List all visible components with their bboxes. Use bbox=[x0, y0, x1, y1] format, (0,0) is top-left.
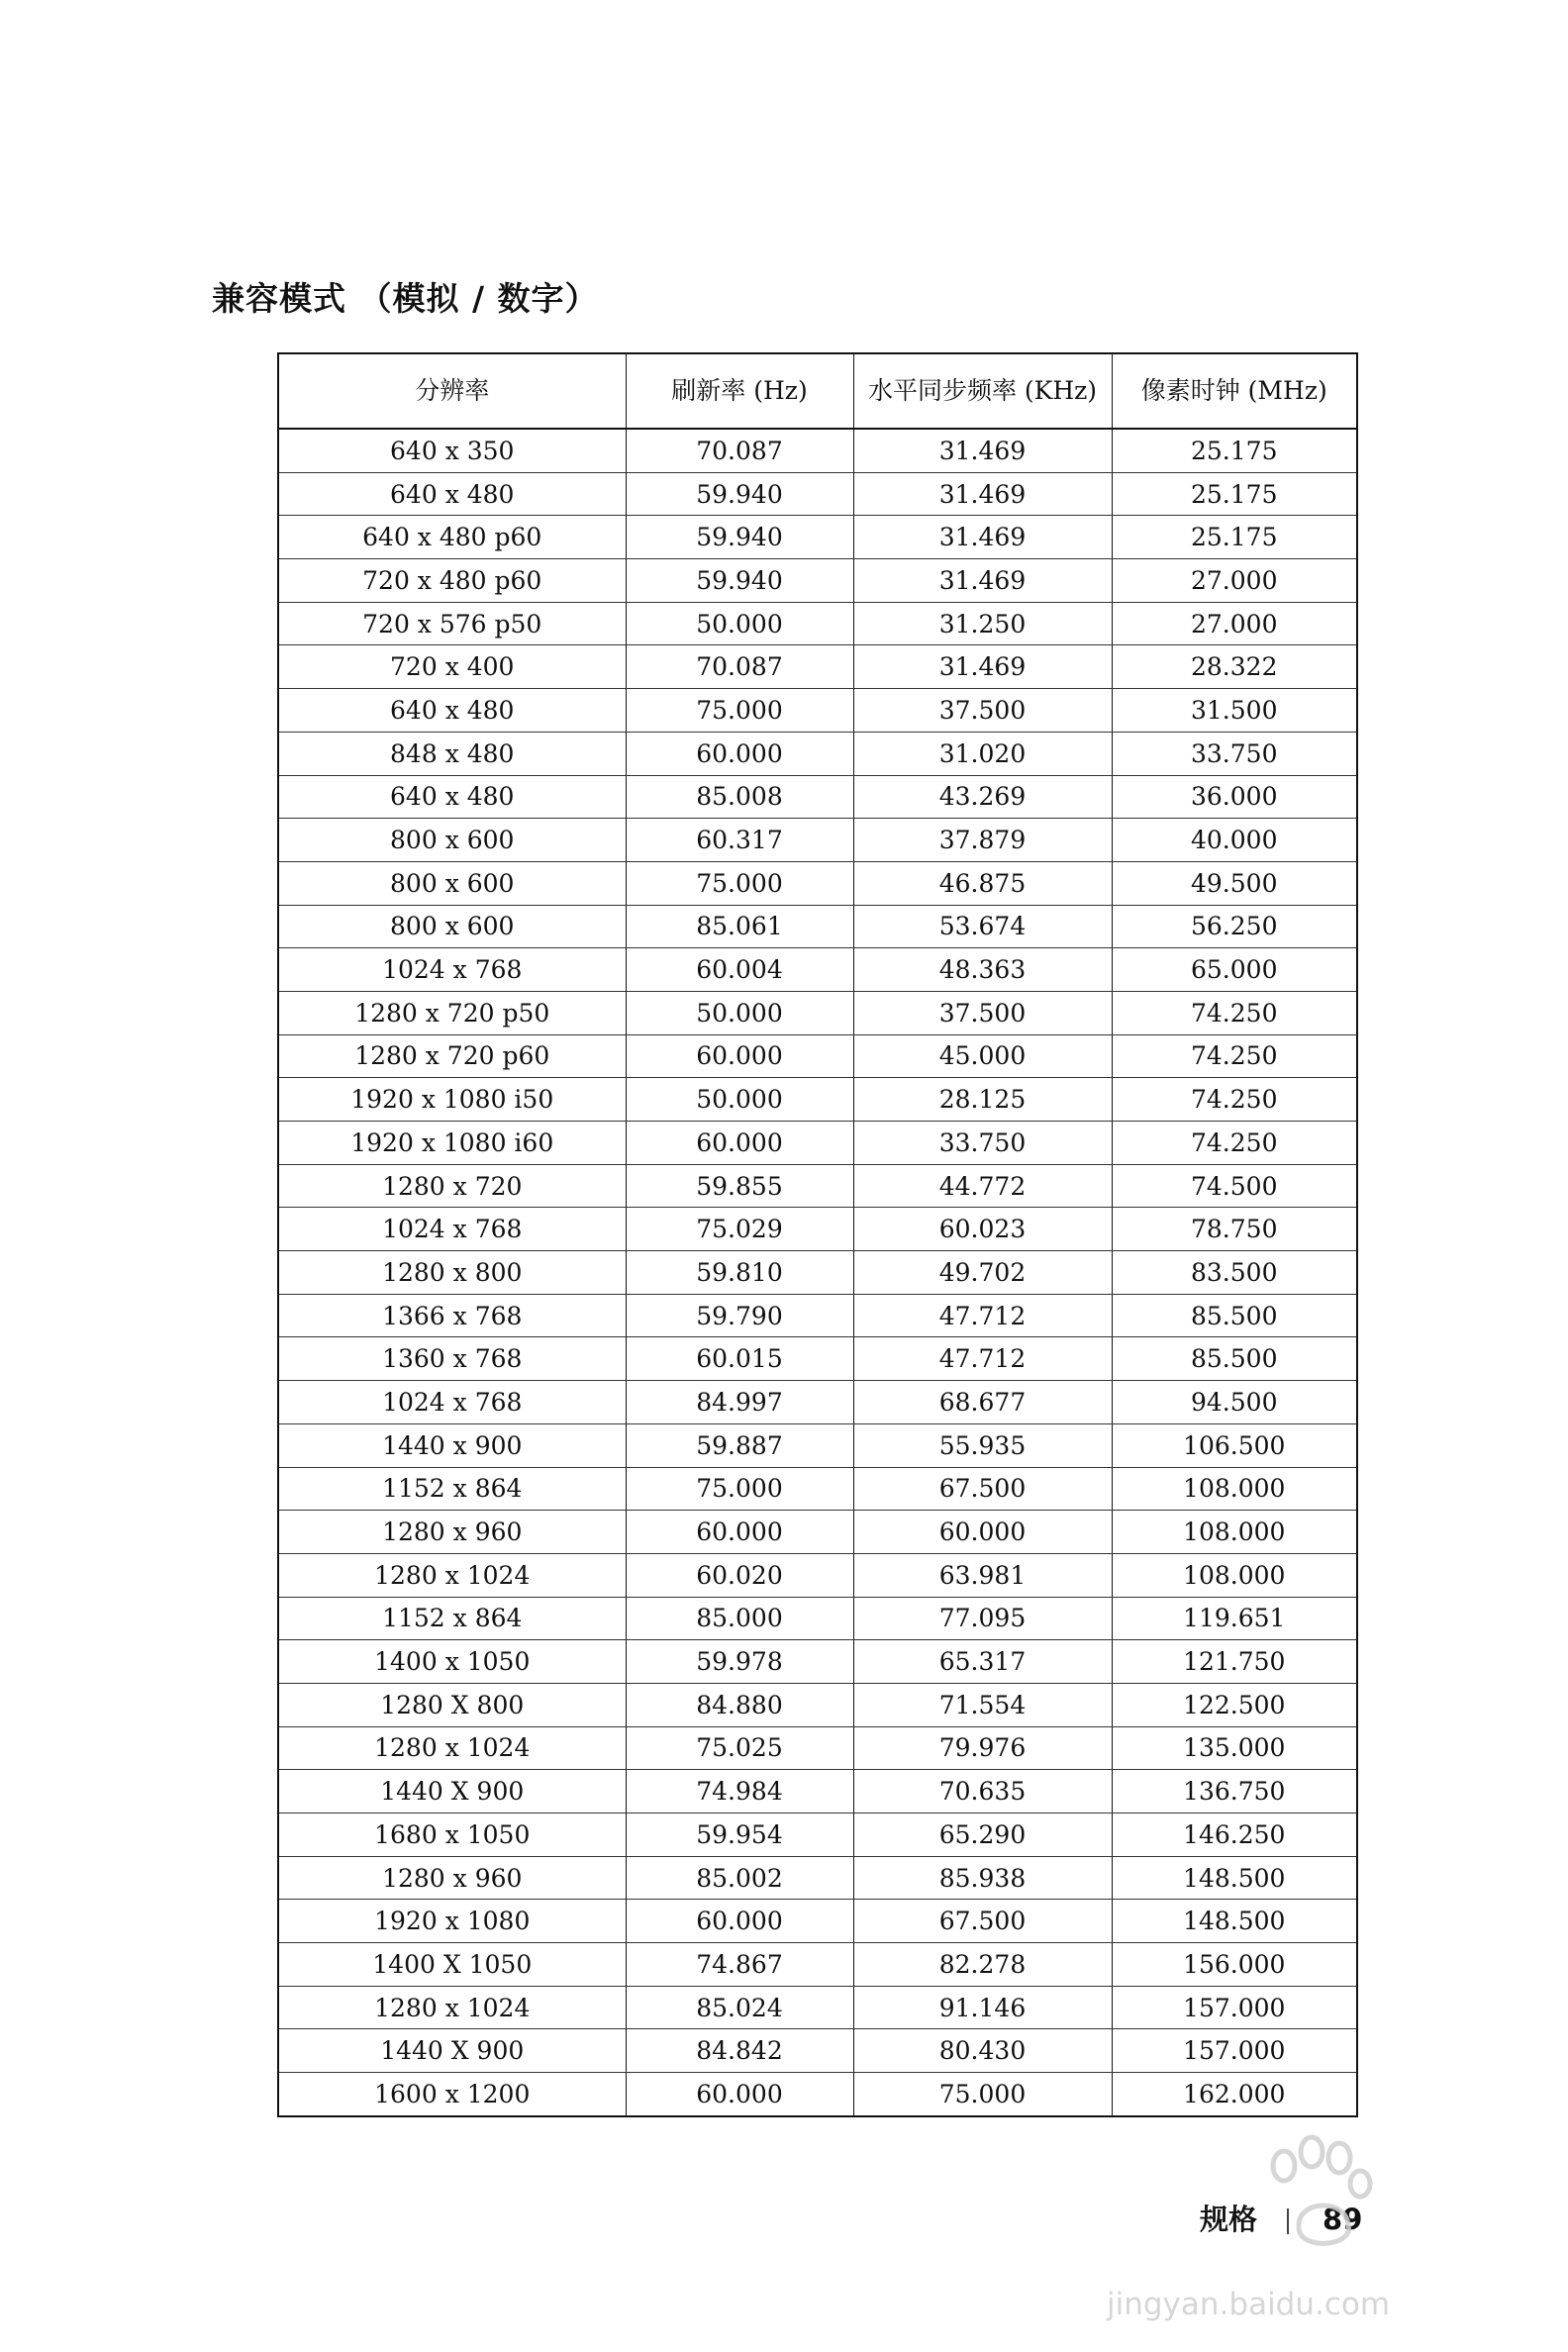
table-row bbox=[278, 1251, 1357, 1295]
cell-horizontal-sync: 33.750 bbox=[853, 1122, 1112, 1165]
table-row bbox=[278, 1208, 1357, 1251]
cell-pixel-clock: 108.000 bbox=[1112, 1553, 1357, 1597]
cell-pixel-clock: 74.250 bbox=[1112, 1034, 1357, 1078]
cell-refresh-rate: 85.024 bbox=[626, 1986, 853, 2029]
cell-horizontal-sync: 31.469 bbox=[853, 472, 1112, 516]
table-row bbox=[278, 602, 1357, 645]
table-row bbox=[278, 1683, 1357, 1726]
cell-pixel-clock: 108.000 bbox=[1112, 1467, 1357, 1511]
cell-pixel-clock: 122.500 bbox=[1112, 1683, 1357, 1726]
cell-refresh-rate: 85.008 bbox=[626, 775, 853, 819]
cell-refresh-rate: 75.000 bbox=[626, 861, 853, 905]
cell-pixel-clock: 121.750 bbox=[1112, 1640, 1357, 1684]
cell-resolution: 1360 x 768 bbox=[278, 1337, 626, 1381]
cell-pixel-clock: 25.175 bbox=[1112, 472, 1357, 516]
cell-pixel-clock: 56.250 bbox=[1112, 905, 1357, 948]
cell-pixel-clock: 162.000 bbox=[1183, 2079, 1286, 2108]
header-horizontal-sync: 水平同步频率 (KHz) bbox=[853, 353, 1112, 429]
cell-horizontal-sync: 82.278 bbox=[853, 1943, 1112, 1987]
table-row bbox=[278, 1640, 1357, 1684]
table-row bbox=[278, 645, 1357, 689]
cell-resolution: 1440 X 900 bbox=[278, 1770, 626, 1813]
cell-refresh-rate: 70.087 bbox=[626, 645, 853, 689]
cell-horizontal-sync: 31.250 bbox=[853, 602, 1112, 645]
cell-pixel-clock: 25.175 bbox=[1112, 516, 1357, 559]
table-row bbox=[278, 1511, 1357, 1554]
table-row bbox=[278, 1467, 1357, 1511]
cell-refresh-rate: 60.000 bbox=[626, 2073, 853, 2116]
cell-resolution: 1280 x 1024 bbox=[278, 1553, 626, 1597]
table-row bbox=[278, 1294, 1357, 1337]
cell-resolution: 848 x 480 bbox=[278, 732, 626, 775]
table-row bbox=[278, 689, 1357, 733]
cell-horizontal-sync: 80.430 bbox=[853, 2029, 1112, 2073]
cell-refresh-rate: 50.000 bbox=[626, 1078, 853, 1122]
cell-refresh-rate: 60.000 bbox=[626, 1900, 853, 1943]
cell-horizontal-sync: 53.674 bbox=[853, 905, 1112, 948]
cell-horizontal-sync: 75.000 bbox=[853, 2073, 1112, 2116]
cell-resolution: 1366 x 768 bbox=[278, 1294, 626, 1337]
cell-pixel-clock: 74.500 bbox=[1112, 1164, 1357, 1208]
cell-horizontal-sync: 37.500 bbox=[853, 991, 1112, 1034]
cell-resolution: 1152 x 864 bbox=[278, 1597, 626, 1640]
cell-horizontal-sync: 79.976 bbox=[853, 1726, 1112, 1770]
header-pixel-clock: 像素时钟 (MHz) bbox=[1112, 353, 1357, 429]
cell-horizontal-sync: 31.469 bbox=[853, 516, 1112, 559]
cell-pixel-clock: 27.000 bbox=[1112, 602, 1357, 645]
cell-pixel-clock: 108.000 bbox=[1112, 1511, 1357, 1554]
cell-refresh-rate: 70.087 bbox=[626, 429, 853, 472]
cell-horizontal-sync: 67.500 bbox=[853, 1467, 1112, 1511]
cell-resolution: 720 x 576 p50 bbox=[278, 602, 626, 645]
page-footer bbox=[1200, 2198, 1362, 2238]
table-row bbox=[278, 1423, 1357, 1467]
cell-pixel-clock: 33.750 bbox=[1112, 732, 1357, 775]
table-row bbox=[278, 1597, 1357, 1640]
cell-refresh-rate: 60.004 bbox=[626, 948, 853, 992]
table-row bbox=[278, 1986, 1357, 2029]
cell-refresh-rate: 60.317 bbox=[626, 819, 853, 862]
cell-pixel-clock: 146.250 bbox=[1112, 1813, 1357, 1857]
cell-resolution: 1280 x 960 bbox=[278, 1511, 626, 1554]
cell-horizontal-sync: 47.712 bbox=[853, 1337, 1112, 1381]
cell-refresh-rate: 60.020 bbox=[626, 1553, 853, 1597]
table-row bbox=[278, 1856, 1357, 1900]
cell-resolution: 1280 x 1024 bbox=[278, 1726, 626, 1770]
cell-horizontal-sync: 68.677 bbox=[853, 1381, 1112, 1424]
cell-refresh-rate: 60.000 bbox=[626, 732, 853, 775]
cell-horizontal-sync: 48.363 bbox=[853, 948, 1112, 992]
cell-pixel-clock: 74.250 bbox=[1112, 991, 1357, 1034]
cell-refresh-rate: 60.000 bbox=[626, 1511, 853, 1554]
cell-resolution: 1280 x 960 bbox=[278, 1856, 626, 1900]
cell-refresh-rate: 59.954 bbox=[626, 1813, 853, 1857]
cell-horizontal-sync: 77.095 bbox=[853, 1597, 1112, 1640]
cell-horizontal-sync: 67.500 bbox=[853, 1900, 1112, 1943]
cell-pixel-clock: 28.322 bbox=[1112, 645, 1357, 689]
cell-resolution: 1280 x 720 bbox=[278, 1164, 626, 1208]
table-row bbox=[278, 516, 1357, 559]
cell-pixel-clock: 27.000 bbox=[1112, 559, 1357, 603]
cell-pixel-clock: 36.000 bbox=[1112, 775, 1357, 819]
table-row bbox=[278, 429, 1357, 472]
cell-refresh-rate: 59.940 bbox=[626, 559, 853, 603]
cell-pixel-clock: 106.500 bbox=[1112, 1423, 1357, 1467]
cell-horizontal-sync: 44.772 bbox=[853, 1164, 1112, 1208]
page-number: 89 bbox=[1323, 2203, 1363, 2236]
cell-resolution: 640 x 480 p60 bbox=[278, 516, 626, 559]
cell-pixel-clock: 40.000 bbox=[1112, 819, 1357, 862]
table-row bbox=[278, 1900, 1357, 1943]
cell-horizontal-sync: 28.125 bbox=[853, 1078, 1112, 1122]
cell-refresh-rate: 75.029 bbox=[626, 1208, 853, 1251]
table-row bbox=[278, 472, 1357, 516]
table-row bbox=[278, 2029, 1357, 2073]
cell-resolution: 1024 x 768 bbox=[278, 1208, 626, 1251]
cell-pixel-clock: 94.500 bbox=[1112, 1381, 1357, 1424]
cell-refresh-rate: 84.880 bbox=[626, 1683, 853, 1726]
cell-horizontal-sync: 70.635 bbox=[853, 1770, 1112, 1813]
cell-horizontal-sync: 37.879 bbox=[853, 819, 1112, 862]
table-row bbox=[278, 775, 1357, 819]
cell-horizontal-sync: 65.317 bbox=[853, 1640, 1112, 1684]
table-row bbox=[278, 1034, 1357, 1078]
cell-horizontal-sync: 91.146 bbox=[853, 1986, 1112, 2029]
cell-horizontal-sync: 65.290 bbox=[853, 1813, 1112, 1857]
cell-resolution: 640 x 350 bbox=[278, 429, 626, 472]
cell-pixel-clock: 74.250 bbox=[1112, 1122, 1357, 1165]
table-row bbox=[278, 948, 1357, 992]
cell-resolution: 720 x 400 bbox=[278, 645, 626, 689]
cell-pixel-clock: 65.000 bbox=[1112, 948, 1357, 992]
cell-resolution: 1280 x 1024 bbox=[278, 1986, 626, 2029]
cell-refresh-rate: 85.002 bbox=[626, 1856, 853, 1900]
table-row bbox=[278, 2073, 1357, 2116]
cell-resolution: 800 x 600 bbox=[278, 861, 626, 905]
cell-horizontal-sync: 45.000 bbox=[853, 1034, 1112, 1078]
table-row bbox=[278, 1943, 1357, 1987]
cell-pixel-clock: 31.500 bbox=[1112, 689, 1357, 733]
cell-refresh-rate: 84.997 bbox=[626, 1381, 853, 1424]
table-header-row bbox=[278, 353, 1357, 429]
cell-pixel-clock: 148.500 bbox=[1112, 1900, 1357, 1943]
cell-refresh-rate: 50.000 bbox=[626, 991, 853, 1034]
cell-refresh-rate: 74.867 bbox=[626, 1943, 853, 1987]
cell-horizontal-sync: 46.875 bbox=[853, 861, 1112, 905]
section-title: 兼容模式 （模拟 / 数字） bbox=[212, 279, 599, 318]
cell-horizontal-sync: 55.935 bbox=[853, 1423, 1112, 1467]
cell-refresh-rate: 74.984 bbox=[626, 1770, 853, 1813]
cell-horizontal-sync: 31.020 bbox=[853, 732, 1112, 775]
table-row bbox=[278, 905, 1357, 948]
table-row bbox=[278, 991, 1357, 1034]
cell-refresh-rate: 59.887 bbox=[626, 1423, 853, 1467]
table-row bbox=[278, 1553, 1357, 1597]
cell-refresh-rate: 59.855 bbox=[626, 1164, 853, 1208]
cell-resolution: 1920 x 1080 bbox=[278, 1900, 626, 1943]
cell-refresh-rate: 60.000 bbox=[626, 1034, 853, 1078]
cell-pixel-clock: 83.500 bbox=[1112, 1251, 1357, 1295]
cell-refresh-rate: 75.000 bbox=[626, 1467, 853, 1511]
cell-resolution: 1152 x 864 bbox=[278, 1467, 626, 1511]
footer-separator bbox=[1287, 2208, 1289, 2234]
header-resolution: 分辨率 bbox=[278, 353, 626, 429]
cell-resolution: 800 x 600 bbox=[278, 905, 626, 948]
cell-resolution: 1024 x 768 bbox=[278, 948, 626, 992]
cell-pixel-clock: 25.175 bbox=[1112, 429, 1357, 472]
cell-refresh-rate: 60.015 bbox=[626, 1337, 853, 1381]
table-body bbox=[278, 429, 1357, 2116]
cell-resolution: 640 x 480 bbox=[278, 472, 626, 516]
cell-pixel-clock: 119.651 bbox=[1112, 1597, 1357, 1640]
table-row bbox=[278, 1813, 1357, 1857]
cell-resolution: 1440 X 900 bbox=[278, 2029, 626, 2073]
cell-refresh-rate: 60.000 bbox=[626, 1122, 853, 1165]
cell-horizontal-sync: 85.938 bbox=[853, 1856, 1112, 1900]
cell-resolution: 1400 X 1050 bbox=[278, 1943, 626, 1987]
cell-pixel-clock: 157.000 bbox=[1112, 2029, 1357, 2073]
cell-resolution: 1280 x 720 p50 bbox=[278, 991, 626, 1034]
table-row bbox=[278, 1078, 1357, 1122]
cell-horizontal-sync: 31.469 bbox=[853, 559, 1112, 603]
compatibility-modes-table bbox=[277, 352, 1358, 2117]
cell-resolution: 1280 X 800 bbox=[278, 1683, 626, 1726]
cell-resolution: 640 x 480 bbox=[278, 775, 626, 819]
cell-resolution: 1280 x 800 bbox=[278, 1251, 626, 1295]
cell-pixel-clock: 49.500 bbox=[1112, 861, 1357, 905]
cell-horizontal-sync: 37.500 bbox=[853, 689, 1112, 733]
footer-section-label: 规格 bbox=[1200, 2203, 1258, 2236]
table-row bbox=[278, 861, 1357, 905]
cell-horizontal-sync: 71.554 bbox=[853, 1683, 1112, 1726]
cell-pixel-clock: 135.000 bbox=[1112, 1726, 1357, 1770]
table-row bbox=[278, 819, 1357, 862]
cell-horizontal-sync: 63.981 bbox=[853, 1553, 1112, 1597]
table-row bbox=[278, 559, 1357, 603]
cell-resolution: 1400 x 1050 bbox=[278, 1640, 626, 1684]
cell-resolution: 1680 x 1050 bbox=[278, 1813, 626, 1857]
cell-pixel-clock: 157.000 bbox=[1112, 1986, 1357, 2029]
cell-refresh-rate: 59.810 bbox=[626, 1251, 853, 1295]
cell-pixel-clock: 85.500 bbox=[1112, 1294, 1357, 1337]
cell-pixel-clock: 74.250 bbox=[1112, 1078, 1357, 1122]
cell-horizontal-sync: 43.269 bbox=[853, 775, 1112, 819]
cell-refresh-rate: 59.940 bbox=[626, 516, 853, 559]
cell-resolution: 800 x 600 bbox=[278, 819, 626, 862]
cell-resolution: 1600 x 1200 bbox=[278, 2073, 626, 2116]
cell-refresh-rate: 85.061 bbox=[626, 905, 853, 948]
cell-resolution: 1920 x 1080 i60 bbox=[278, 1122, 626, 1165]
table-row bbox=[278, 1337, 1357, 1381]
cell-horizontal-sync: 49.702 bbox=[853, 1251, 1112, 1295]
cell-refresh-rate: 75.000 bbox=[626, 689, 853, 733]
cell-refresh-rate: 59.978 bbox=[626, 1640, 853, 1684]
cell-resolution: 1280 x 720 p60 bbox=[278, 1034, 626, 1078]
cell-resolution: 1024 x 768 bbox=[278, 1381, 626, 1424]
cell-horizontal-sync: 31.469 bbox=[853, 645, 1112, 689]
cell-pixel-clock: 136.750 bbox=[1112, 1770, 1357, 1813]
cell-resolution: 640 x 480 bbox=[278, 689, 626, 733]
cell-refresh-rate: 50.000 bbox=[626, 602, 853, 645]
cell-pixel-clock: 148.500 bbox=[1112, 1856, 1357, 1900]
table-row bbox=[278, 1381, 1357, 1424]
cell-horizontal-sync: 47.712 bbox=[853, 1294, 1112, 1337]
cell-resolution: 1440 x 900 bbox=[278, 1423, 626, 1467]
cell-refresh-rate: 59.940 bbox=[626, 472, 853, 516]
cell-horizontal-sync: 60.000 bbox=[853, 1511, 1112, 1554]
cell-refresh-rate: 59.790 bbox=[626, 1294, 853, 1337]
cell-pixel-clock: 85.500 bbox=[1112, 1337, 1357, 1381]
table-row bbox=[278, 1726, 1357, 1770]
table-row bbox=[278, 1770, 1357, 1813]
cell-horizontal-sync: 60.023 bbox=[853, 1208, 1112, 1251]
cell-pixel-clock: 156.000 bbox=[1112, 1943, 1357, 1987]
cell-refresh-rate: 84.842 bbox=[626, 2029, 853, 2073]
cell-refresh-rate: 75.025 bbox=[626, 1726, 853, 1770]
header-refresh-rate: 刷新率 (Hz) bbox=[626, 353, 853, 429]
cell-pixel-clock: 78.750 bbox=[1112, 1208, 1357, 1251]
cell-resolution: 1920 x 1080 i50 bbox=[278, 1078, 626, 1122]
cell-resolution: 720 x 480 p60 bbox=[278, 559, 626, 603]
cell-horizontal-sync: 31.469 bbox=[853, 429, 1112, 472]
cell-refresh-rate: 85.000 bbox=[626, 1597, 853, 1640]
watermark-url: jingyan.baidu.com bbox=[1107, 2287, 1391, 2322]
table-row bbox=[278, 1122, 1357, 1165]
table-row bbox=[278, 1164, 1357, 1208]
table-row bbox=[278, 732, 1357, 775]
